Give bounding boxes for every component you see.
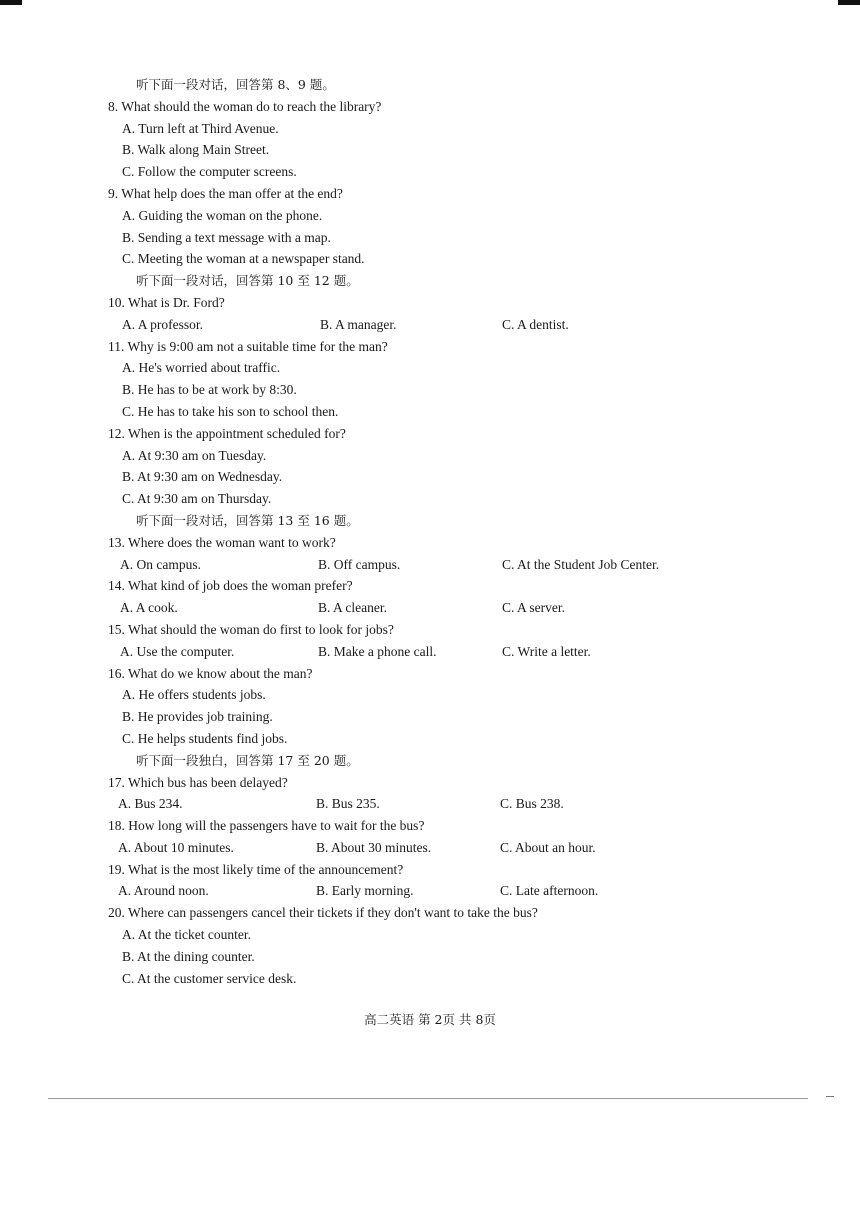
option-14c: C. A server. [502,600,565,616]
scan-mark-left [0,0,22,5]
option-19b: B. Early morning. [316,883,414,899]
question-14: 14. What kind of job does the woman prefer? [108,578,353,594]
exam-page [102,74,802,989]
option-18b: B. About 30 minutes. [316,839,432,855]
option-16a: A. He offers students jobs. [122,687,266,703]
question-15: 15. What should the woman do first to look for jobs? [108,621,394,637]
section-instruction: 听下面一段独白，回答第 17 至 20 题。 [136,752,359,768]
question-9: 9. What help does the man offer at the end? [108,185,343,201]
question-20: 20. Where can passengers cancel their tickets if they don't want to take the bus? [108,905,538,921]
option-19a: A. Around noon. [118,883,209,899]
question-13: 13. Where does the woman want to work? [108,534,336,550]
question-18: 18. How long will the passengers have to wait for the bus? [108,818,425,834]
section-instruction: 听下面一段对话，回答第 10 至 12 题。 [136,273,359,289]
question-10: 10. What is Dr. Ford? [108,294,225,310]
option-8a: A. Turn left at Third Avenue. [122,120,279,136]
options-19 [102,880,802,902]
option-15b: B. Make a phone call. [318,643,437,659]
options-17 [102,793,802,815]
option-20c: C. At the customer service desk. [122,970,297,986]
option-14b: B. A cleaner. [318,600,387,616]
page-footer: 高二英语 第 2页 共 8页 [364,1012,496,1027]
question-16: 16. What do we know about the man? [108,665,313,681]
option-15c: C. Write a letter. [502,643,591,659]
section-instruction: 听下面一段对话，回答第 8、9 题。 [136,77,335,92]
option-11b: B. He has to be at work by 8:30. [122,382,297,398]
options-15 [102,641,802,663]
option-12c: C. At 9:30 am on Thursday. [122,491,272,507]
option-19c: C. Late afternoon. [500,883,599,899]
options-13 [102,554,802,576]
question-11: 11. Why is 9:00 am not a suitable time for the man? [108,338,388,354]
option-9a: A. Guiding the woman on the phone. [122,207,323,223]
option-12a: A. At 9:30 am on Tuesday. [122,447,267,463]
option-14a: A. A cook. [120,600,178,616]
section-instruction: 听下面一段对话，回答第 13 至 16 题。 [136,512,359,528]
option-15a: A. Use the computer. [120,643,235,659]
question-19: 19. What is the most likely time of the announcement? [108,861,404,877]
option-9c: C. Meeting the woman at a newspaper stand. [122,251,365,267]
bottom-tick [826,1096,834,1097]
option-11c: C. He has to take his son to school then. [122,403,339,419]
option-11a: A. He's worried about traffic. [122,360,281,376]
option-10c: C. A dentist. [502,316,569,332]
option-13c: C. At the Student Job Center. [502,556,660,572]
option-18c: C. About an hour. [500,839,596,855]
option-9b: B. Sending a text message with a map. [122,229,331,245]
option-12b: B. At 9:30 am on Wednesday. [122,469,283,485]
bottom-rule [48,1098,808,1099]
option-18a: A. About 10 minutes. [118,839,234,855]
question-12: 12. When is the appointment scheduled for? [108,425,346,441]
option-17a: A. Bus 234. [118,796,183,812]
option-17b: B. Bus 235. [316,796,380,812]
option-16c: C. He helps students find jobs. [122,730,288,746]
option-10b: B. A manager. [320,316,397,332]
option-16b: B. He provides job training. [122,709,273,725]
option-13b: B. Off campus. [318,556,401,572]
option-20a: A. At the ticket counter. [122,927,251,943]
option-13a: A. On campus. [120,556,201,572]
scan-mark-right [838,0,860,5]
question-17: 17. Which bus has been delayed? [108,774,288,790]
options-18 [102,837,802,859]
options-14 [102,597,802,619]
option-8c: C. Follow the computer screens. [122,164,297,180]
option-17c: C. Bus 238. [500,796,564,812]
option-20b: B. At the dining counter. [122,948,255,964]
question-8: 8. What should the woman do to reach the library? [108,98,382,114]
option-10a: A. A professor. [122,316,203,332]
option-8b: B. Walk along Main Street. [122,142,270,158]
options-10 [102,314,802,336]
